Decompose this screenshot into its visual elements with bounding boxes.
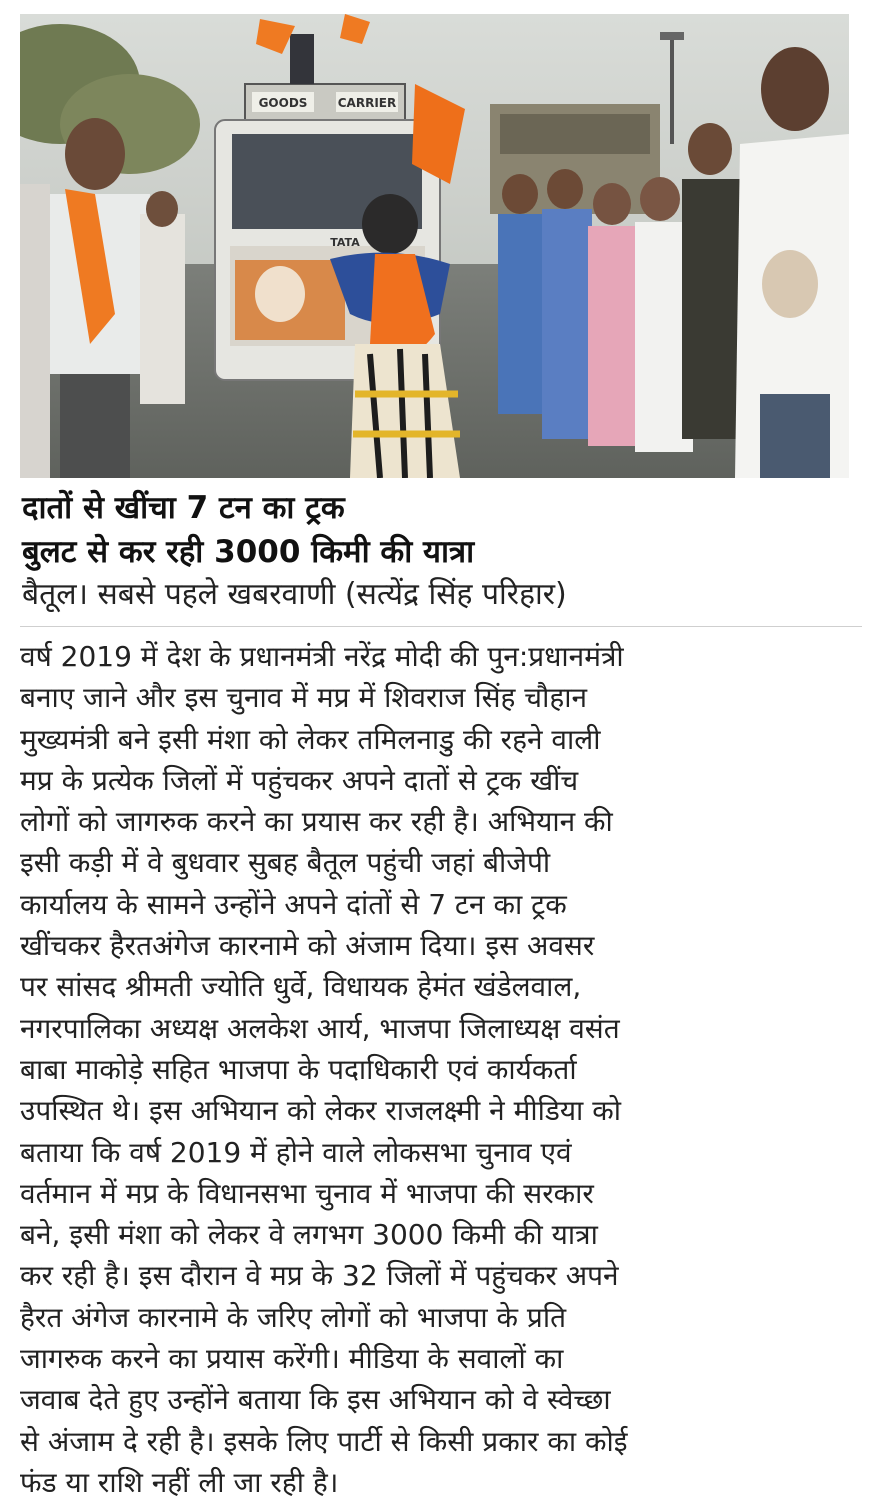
body-line: कार्यालय के सामने उन्होंने अपने दांतों से 7 टन का ट्रक	[20, 887, 567, 921]
body-line: खींचकर हैरतअंगेज कारनामे को अंजाम दिया। इस अवसर	[20, 929, 595, 963]
body-line: पर सांसद श्रीमती ज्योति धुर्वे, विधायक हेमंत खंडेलवाल,	[20, 970, 582, 1004]
person-on-truck	[290, 34, 314, 84]
divider	[20, 626, 862, 627]
byline: बैतूल। सबसे पहले खबरवाणी (सत्येंद्र सिंह परिहार)	[22, 577, 567, 612]
body-line: वर्तमान में मप्र के विधानसभा चुनाव में भाजपा की सरकार	[20, 1176, 594, 1210]
truck-sign-left: GOODS	[258, 96, 308, 110]
tshirt-print	[762, 250, 818, 318]
body-line: बाबा माकोड़े सहित भाजपा के पदाधिकारी एवं कार्यकर्ता	[20, 1052, 577, 1086]
body-line: लोगों को जागरुक करने का प्रयास कर रही है। अभियान की	[20, 805, 613, 839]
body-line: से अंजाम दे रही है। इसके लिए पार्टी से किसी प्रकार का कोई	[20, 1424, 628, 1458]
body-line: बनाए जाने और इस चुनाव में मप्र में शिवराज सिंह चौहान	[20, 681, 587, 715]
body-line: जागरुक करने का प्रयास करेंगी। मीडिया के सवालों का	[20, 1342, 564, 1376]
body-line: बने, इसी मंशा को लेकर वे लगभग 3000 किमी की यात्रा	[20, 1218, 598, 1252]
body-line: मप्र के प्रत्येक जिलों में पहुंचकर अपने दातों से ट्रक खींच	[20, 763, 579, 797]
body-line: कर रही है। इस दौरान वे मप्र के 32 जिलों में पहुंचकर अपने	[20, 1259, 619, 1293]
article-body	[20, 636, 862, 1503]
truck-brand: TATA	[330, 236, 360, 249]
body-line: फंड या राशि नहीं ली जा रही है।	[20, 1465, 339, 1499]
headline-line-2: बुलट से कर रही 3000 किमी की यात्रा	[22, 534, 475, 570]
body-line: इसी कड़ी में वे बुधवार सुबह बैतूल पहुंची जहां बीजेपी	[20, 846, 551, 880]
body-line: मुख्यमंत्री बने इसी मंशा को लेकर तमिलनाडु की रहने वाली	[20, 722, 601, 756]
news-photo	[20, 14, 849, 478]
headline	[22, 486, 857, 574]
body-line: बताया कि वर्ष 2019 में होने वाले लोकसभा चुनाव एवं	[20, 1135, 572, 1169]
body-line: जवाब देते हुए उन्होंने बताया कि इस अभियान को वे स्वेच्छा	[20, 1383, 611, 1417]
news-photo-illustration	[20, 14, 849, 478]
body-line: नगरपालिका अध्यक्ष अलकेश आर्य, भाजपा जिलाध्यक्ष वसंत	[20, 1011, 620, 1045]
body-line: हैरत अंगेज कारनामे के जरिए लोगों को भाजपा के प्रति	[20, 1300, 567, 1334]
body-line: वर्ष 2019 में देश के प्रधानमंत्री नरेंद्र मोदी की पुन:प्रधानमंत्री	[20, 640, 624, 673]
body-line: उपस्थित थे। इस अभियान को लेकर राजलक्ष्मी ने मीडिया को	[20, 1094, 621, 1128]
truck-sign-right: CARRIER	[337, 96, 397, 110]
headline-line-1: दातों से खींचा 7 टन का ट्रक	[22, 490, 345, 526]
